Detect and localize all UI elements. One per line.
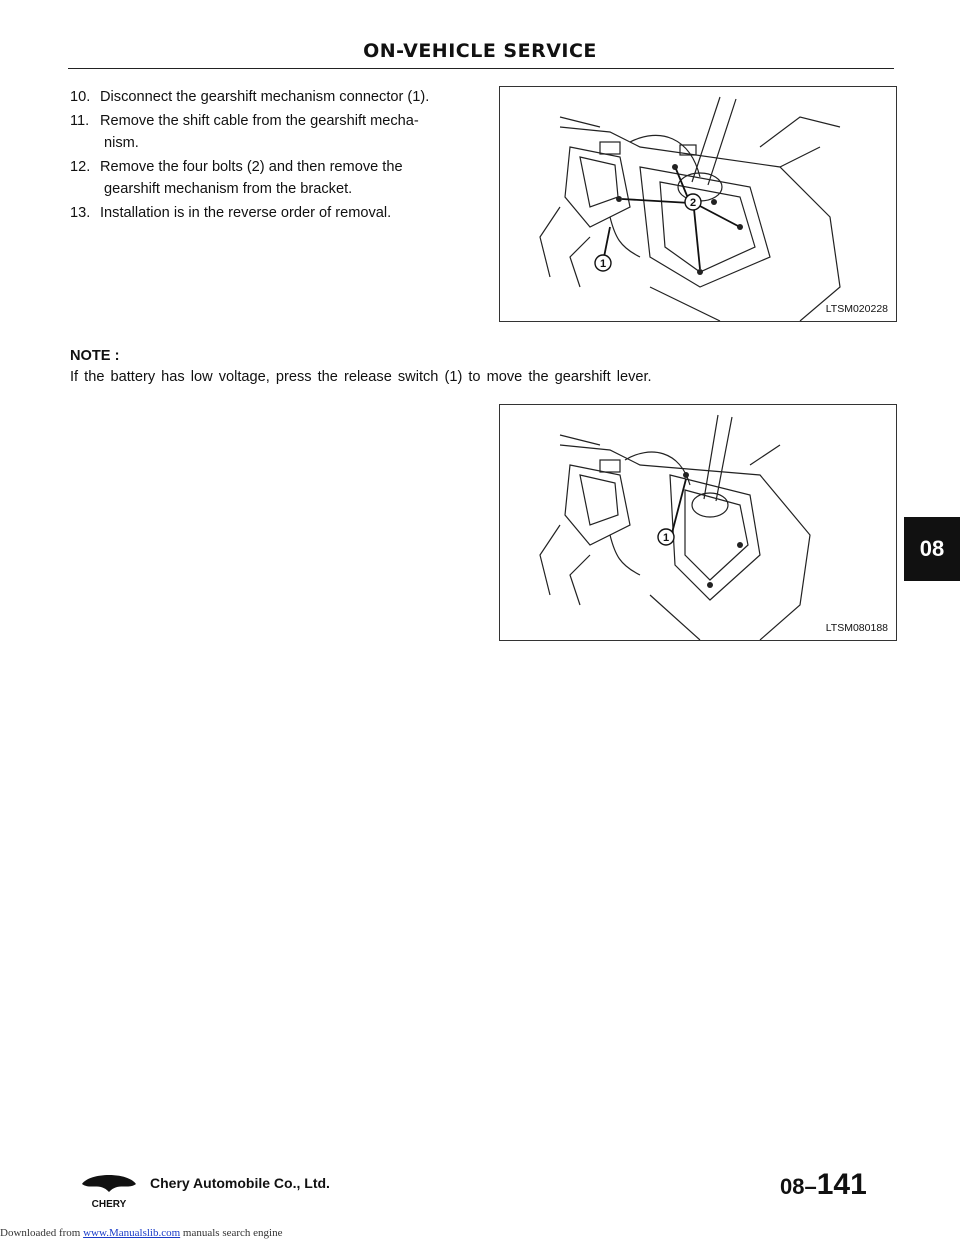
callout-1-label: 1: [662, 532, 670, 544]
page-header-title: ON-VEHICLE SERVICE: [363, 40, 597, 62]
section-tab: 08: [904, 517, 960, 581]
step-10: [70, 86, 464, 108]
logo-wordmark: CHERY: [91, 1199, 127, 1210]
step-number: 12.: [70, 159, 91, 175]
step-text: Disconnect the gearshift mechanism connector (1).: [100, 89, 430, 105]
procedure-steps: [70, 86, 464, 224]
step-number: 13.: [70, 205, 91, 221]
step-13: [70, 202, 464, 224]
page-number: [780, 1168, 867, 1202]
step-number: 11.: [70, 113, 90, 129]
download-suffix: manuals search engine: [180, 1227, 283, 1239]
manualslib-link[interactable]: www.Manualslib.com: [83, 1227, 181, 1239]
figure-gearshift-removal: [499, 86, 897, 322]
step-text: Installation is in the reverse order of removal.: [100, 205, 392, 221]
download-notice: [0, 1227, 282, 1239]
callout-1-label: 1: [599, 258, 607, 270]
download-prefix: Downloaded from: [0, 1227, 84, 1239]
gearshift-illustration-2: [500, 405, 896, 640]
step-number: 10.: [70, 89, 91, 105]
header-rule: [68, 68, 894, 69]
chery-logo-icon: [78, 1170, 140, 1210]
step-text: Remove the shift cable from the gearshift mecha-: [100, 113, 419, 129]
gearshift-illustration-1: [500, 87, 896, 321]
step-11: [70, 110, 464, 154]
step-text-continued: gearshift mechanism from the bracket.: [104, 181, 353, 197]
figure-id-label: LTSM020228: [825, 303, 888, 315]
step-text-continued: nism.: [104, 135, 139, 151]
callout-2-label: 2: [689, 197, 697, 209]
figure-release-switch: [499, 404, 897, 641]
figure-id-label: LTSM080188: [825, 622, 888, 634]
step-text: Remove the four bolts (2) and then remove the: [100, 159, 403, 175]
note-title: NOTE :: [70, 348, 120, 364]
step-12: [70, 156, 464, 200]
company-name: Chery Automobile Co., Ltd.: [150, 1175, 330, 1191]
page-number-prefix: 08–: [780, 1174, 817, 1199]
page-number-value: 141: [816, 1168, 867, 1201]
note-text: If the battery has low voltage, press the release switch (1) to move the gearshift lever.: [70, 369, 652, 385]
